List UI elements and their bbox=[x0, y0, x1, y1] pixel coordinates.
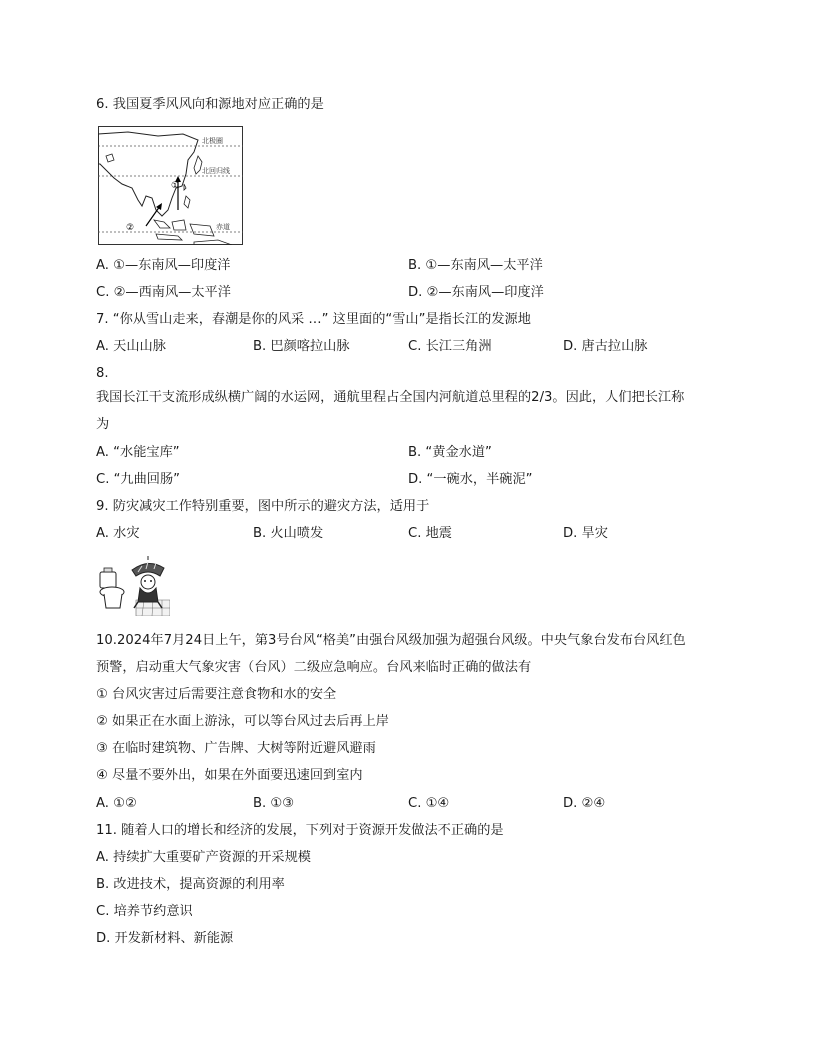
q11-option-a[interactable]: A. 持续扩大重要矿产资源的开采规模 bbox=[96, 850, 311, 865]
q8-option-a[interactable]: A. “水能宝库” bbox=[96, 445, 180, 460]
q7-stem: 7. “你从雪山走来，春潮是你的风采 …” 这里面的“雪山”是指长江的发源地 bbox=[96, 312, 531, 327]
q8-stem-line2: 为 bbox=[96, 417, 110, 432]
q9-option-c[interactable]: C. 地震 bbox=[408, 526, 452, 541]
q7-option-b[interactable]: B. 巴颜喀拉山脉 bbox=[253, 339, 350, 354]
q11-option-c[interactable]: C. 培养节约意识 bbox=[96, 904, 193, 919]
q8-option-d[interactable]: D. “一碗水，半碗泥” bbox=[408, 472, 533, 487]
arctic-circle-label: 北极圈 bbox=[202, 137, 223, 145]
q10-stem-line1: 10.2024年7月24日上午，第3号台风“格美”由强台风级加强为超强台风级。中央气象台发布台风红色 bbox=[96, 633, 686, 648]
q8-option-b[interactable]: B. “黄金水道” bbox=[408, 445, 492, 460]
marker-2: ② bbox=[126, 223, 135, 233]
q9-shelter-illustration bbox=[98, 556, 170, 616]
q8-option-c[interactable]: C. “九曲回肠” bbox=[96, 472, 181, 487]
tropic-label: 北回归线 bbox=[202, 167, 230, 175]
q11-option-b[interactable]: B. 改进技术，提高资源的利用率 bbox=[96, 877, 285, 892]
q7-option-a[interactable]: A. 天山山脉 bbox=[96, 339, 166, 354]
q8-number: 8. bbox=[96, 366, 109, 381]
q10-item-4: ④ 尽量不要外出，如果在外面要迅速回到室内 bbox=[96, 768, 363, 783]
q6-option-b[interactable]: B. ①—东南风—太平洋 bbox=[408, 258, 543, 273]
q9-option-b[interactable]: B. 火山喷发 bbox=[253, 526, 324, 541]
q6-option-a[interactable]: A. ①—东南风—印度洋 bbox=[96, 258, 231, 273]
q7-option-c[interactable]: C. 长江三角洲 bbox=[408, 339, 492, 354]
q10-option-d[interactable]: D. ②④ bbox=[563, 796, 606, 811]
q8-stem-line1: 我国长江干支流形成纵横广阔的水运网，通航里程占全国内河航道总里程的2/3。因此，人们把长江称 bbox=[96, 390, 685, 405]
q10-item-3: ③ 在临时建筑物、广告牌、大树等附近避风避雨 bbox=[96, 741, 376, 756]
q6-monsoon-map bbox=[98, 126, 243, 245]
q10-option-a[interactable]: A. ①② bbox=[96, 796, 137, 811]
q10-item-2: ② 如果正在水面上游泳，可以等台风过去后再上岸 bbox=[96, 714, 389, 729]
q9-option-a[interactable]: A. 水灾 bbox=[96, 526, 140, 541]
q11-option-d[interactable]: D. 开发新材料、新能源 bbox=[96, 931, 234, 946]
q6-option-c[interactable]: C. ②—西南风—太平洋 bbox=[96, 285, 231, 300]
q10-item-1: ① 台风灾害过后需要注意食物和水的安全 bbox=[96, 687, 337, 702]
q11-stem: 11. 随着人口的增长和经济的发展，下列对于资源开发做法不正确的是 bbox=[96, 823, 504, 838]
q7-option-d[interactable]: D. 唐古拉山脉 bbox=[563, 339, 648, 354]
equator-label: 赤道 bbox=[216, 223, 230, 231]
q9-option-d[interactable]: D. 旱灾 bbox=[563, 526, 608, 541]
q10-stem-line2: 预警，启动重大气象灾害（台风）二级应急响应。台风来临时正确的做法有 bbox=[96, 660, 532, 675]
q6-stem: 6. 我国夏季风风向和源地对应正确的是 bbox=[96, 97, 324, 112]
q6-option-d[interactable]: D. ②—东南风—印度洋 bbox=[408, 285, 544, 300]
q9-stem: 9. 防灾减灾工作特别重要，图中所示的避灾方法，适用于 bbox=[96, 499, 430, 514]
q10-option-b[interactable]: B. ①③ bbox=[253, 796, 295, 811]
q10-option-c[interactable]: C. ①④ bbox=[408, 796, 450, 811]
marker-1: ① bbox=[171, 181, 180, 191]
